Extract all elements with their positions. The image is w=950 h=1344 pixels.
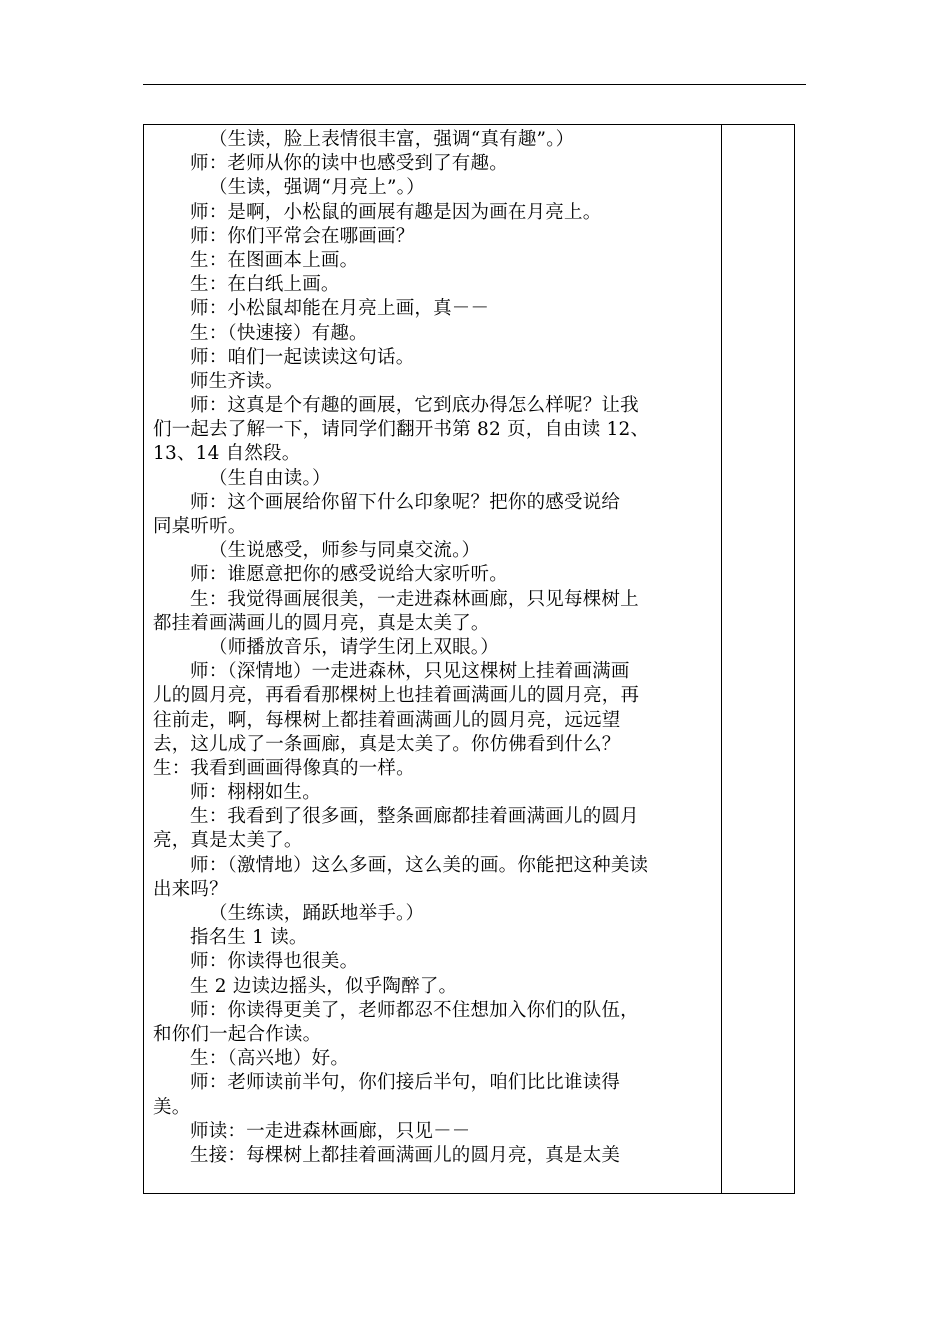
transcript-line: 美。 — [153, 1096, 191, 1118]
transcript-line: 去，这儿成了一条画廊，真是太美了。你仿佛看到什么？ — [153, 733, 621, 755]
transcript-line: 生：我觉得画展很美，一走进森林画廊，只见每棵树上 — [190, 588, 639, 610]
transcript-line: 师：老师读前半句，你们接后半句，咱们比比谁读得 — [190, 1072, 621, 1094]
transcript-line: 师：这真是个有趣的画展，它到底办得怎么样呢？让我 — [190, 395, 639, 417]
notes-column-divider — [721, 125, 722, 1193]
transcript-line: 师：（激情地）这么多画，这么美的画。你能把这种美读 — [190, 854, 649, 876]
transcript-line: 师：你读得更美了，老师都忍不住想加入你们的队伍， — [190, 999, 639, 1021]
transcript-line: 师：（深情地）一走进森林，只见这棵树上挂着画满画 — [190, 661, 630, 683]
transcript-line: 指名生 1 读。 — [190, 927, 308, 949]
transcript-line: 儿的圆月亮，再看看那棵树上也挂着画满画儿的圆月亮，再 — [153, 685, 640, 707]
transcript-line: （生读，强调“月亮上”。） — [209, 177, 425, 199]
transcript-line: 师：你读得也很美。 — [190, 951, 359, 973]
transcript-line: 师：这个画展给你留下什么印象呢？把你的感受说给 — [190, 491, 621, 513]
transcript-line: 生 2 边读边摇头，似乎陶醉了。 — [190, 975, 458, 997]
header-rule — [143, 84, 806, 85]
transcript-line: 们一起去了解一下，请同学们翻开书第 82 页，自由读 12、 — [153, 419, 650, 441]
transcript-line: 生：我看到画画得像真的一样。 — [153, 757, 415, 779]
transcript-line: 师：咱们一起读读这句话。 — [190, 346, 415, 368]
transcript-line: 师生齐读。 — [190, 370, 284, 392]
transcript-line: 生接：每棵树上都挂着画满画儿的圆月亮，真是太美 — [190, 1144, 621, 1166]
transcript-line: 生：在图画本上画。 — [190, 249, 359, 271]
transcript-line: 生：我看到了很多画，整条画廊都挂着画满画儿的圆月 — [190, 806, 639, 828]
transcript-line: 师读：一走进森林画廊，只见－－ — [190, 1120, 471, 1142]
transcript-line: 出来吗？ — [153, 878, 228, 900]
transcript-line: （生读，脸上表情很丰富，强调“真有趣”。） — [209, 129, 575, 150]
transcript-line: 同桌听听。 — [153, 516, 247, 537]
lesson-table — [143, 124, 795, 1194]
lesson-transcript — [153, 128, 715, 1168]
transcript-line: 亮，真是太美了。 — [153, 830, 303, 852]
transcript-line: （师播放音乐，请学生闭上双眼。） — [209, 636, 499, 658]
transcript-line: 生：（快速接）有趣。 — [190, 322, 368, 344]
transcript-line: 师：栩栩如生。 — [190, 782, 321, 804]
transcript-line: 13、14 自然段。 — [153, 443, 301, 465]
transcript-line: 和你们一起合作读。 — [153, 1023, 322, 1045]
transcript-line: 都挂着画满画儿的圆月亮，真是太美了。 — [153, 612, 490, 634]
transcript-line: 生：（高兴地）好。 — [190, 1048, 350, 1070]
transcript-line: 往前走，啊，每棵树上都挂着画满画儿的圆月亮，远远望 — [153, 709, 621, 731]
transcript-line: 师：是啊，小松鼠的画展有趣是因为画在月亮上。 — [190, 201, 602, 223]
transcript-line: （生说感受，师参与同桌交流。） — [209, 540, 481, 562]
transcript-line: 师：谁愿意把你的感受说给大家听听。 — [190, 564, 508, 586]
transcript-line: （生练读，踊跃地举手。） — [209, 903, 425, 924]
transcript-line: 师：你们平常会在哪画画？ — [190, 225, 415, 247]
transcript-line: 师：老师从你的读中也感受到了有趣。 — [190, 153, 508, 175]
transcript-line: （生自由读。） — [209, 467, 331, 489]
transcript-line: 师：小松鼠却能在月亮上画，真－－ — [190, 298, 490, 320]
transcript-line: 生：在白纸上画。 — [190, 274, 340, 296]
